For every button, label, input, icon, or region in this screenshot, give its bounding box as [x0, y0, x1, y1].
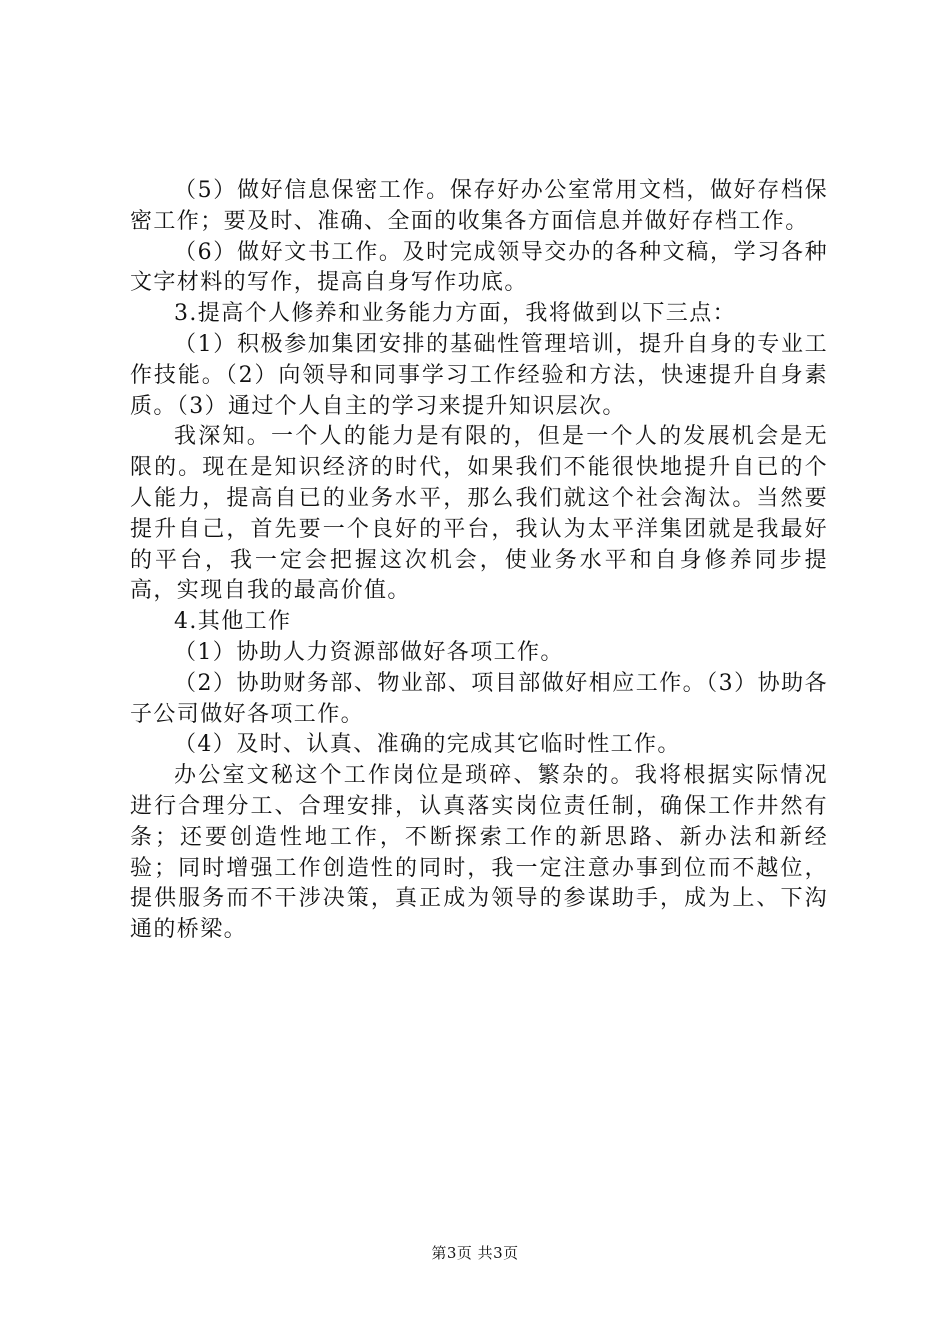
paragraph-hr-assist: （1）协助人力资源部做好各项工作。 — [174, 639, 564, 665]
paragraph-conclusion: 办公室文秘这个工作岗位是琐碎、繁杂的。我将根据实际情况进行合理分工、合理安排，认真落实岗位责任制，确保工作井然有条；还要创造性地工作，不断探索工作的新思路、新办法和新经验；同时增强工作创造性的同时，我一定注意办事到位而不越位，提供服务而不干涉决策，真正成为领导的参谋助手，成为上、下沟通的桥梁。 — [130, 763, 828, 943]
paragraph-reflection: 我深知。一个人的能力是有限的，但是一个人的发展机会是无限的。现在是知识经济的时代，如果我们不能很快地提升自已的个人能力，提高自已的业务水平，那么我们就这个社会淘汰。当然要提升自己，首先要一个良好的平台，我认为太平洋集团就是我最好的平台，我一定会把握这次机会，使业务水平和自身修养同步提高，实现自我的最高价值。 — [130, 424, 828, 604]
paragraph-clerical-work: （6）做好文书工作。及时完成领导交办的各种文稿，学习各种文字材料的写作，提高自身写作功底。 — [130, 239, 828, 296]
paragraph-finance-assist: （2）协助财务部、物业部、项目部做好相应工作。（3）协助各子公司做好各项工作。 — [130, 670, 828, 727]
paragraph-training-points: （1）积极参加集团安排的基础性管理培训，提升自身的专业工作技能。（2）向领导和同事学习工作经验和方法，快速提升自身素质。（3）通过个人自主的学习来提升知识层次。 — [130, 331, 828, 419]
paragraph-info-security: （5）做好信息保密工作。保存好办公室常用文档，做好存档保密工作；要及时、准确、全面的收集各方面信息并做好存档工作。 — [130, 178, 828, 234]
paragraph-temporary-work: （4）及时、认真、准确的完成其它临时性工作。 — [174, 732, 681, 758]
paragraph-heading-other-work: 4.其他工作 — [174, 609, 292, 635]
paragraph-heading-self-improvement: 3.提高个人修养和业务能力方面，我将做到以下三点： — [174, 301, 736, 327]
page-footer: 第3页 共3页 — [431, 1244, 519, 1262]
document-body — [130, 176, 828, 946]
